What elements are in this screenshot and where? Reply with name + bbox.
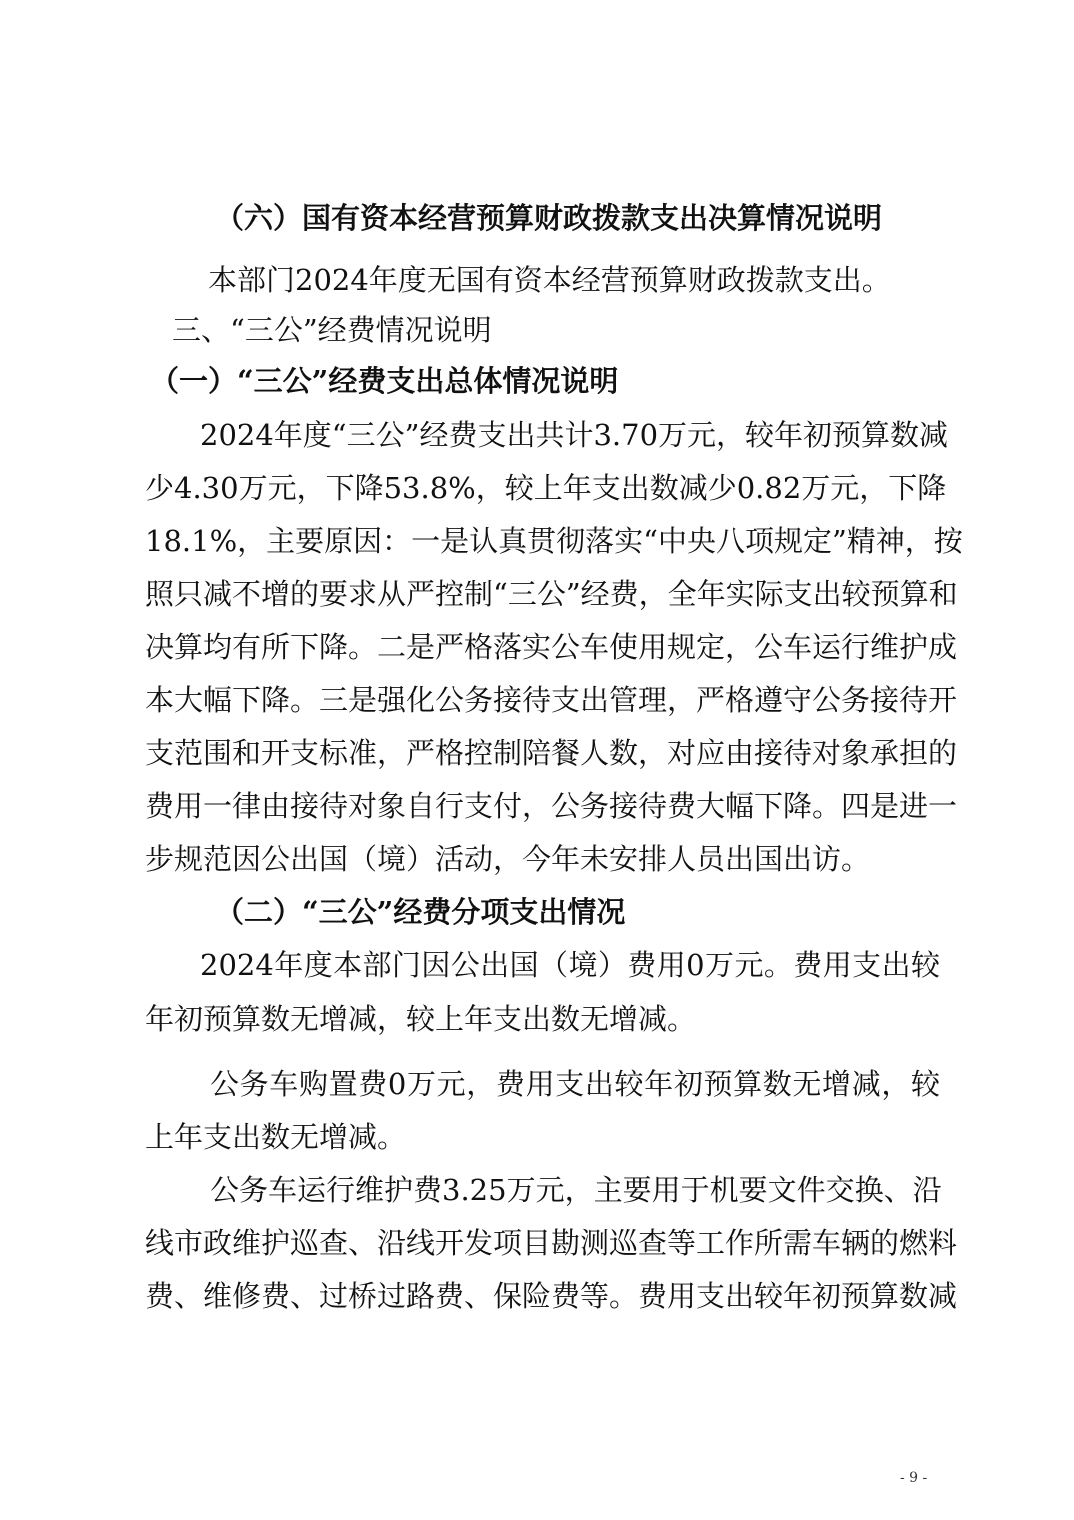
paragraph-line: 18.1%，主要原因：一是认真贯彻落实“中央八项规定”精神，按 <box>145 524 963 558</box>
section-heading-3-1: （一）“三公”经费支出总体情况说明 <box>150 364 619 398</box>
paragraph-line: 支范围和开支标准，严格控制陪餐人数，对应由接待对象承担的 <box>145 736 958 770</box>
paragraph-line: 年初预算数无增减，较上年支出数无增减。 <box>145 1002 697 1036</box>
paragraph-line: 公务车购置费0万元，费用支出较年初预算数无增减，较 <box>210 1067 940 1101</box>
page-number: - 9 - <box>900 1470 928 1486</box>
paragraph: 本部门2024年度无国有资本经营预算财政拨款支出。 <box>208 263 891 297</box>
paragraph-line: 少4.30万元，下降53.8%，较上年支出数减少0.82万元，下降 <box>145 471 947 505</box>
paragraph-line: 2024年度“三公”经费支出共计3.70万元，较年初预算数减 <box>200 418 949 452</box>
paragraph-line: 费用一律由接待对象自行支付，公务接待费大幅下降。四是进一 <box>145 789 958 823</box>
chapter-heading-3: 三、“三公”经费情况说明 <box>172 313 492 347</box>
section-heading-6: （六）国有资本经营预算财政拨款支出决算情况说明 <box>215 201 883 235</box>
paragraph-line: 上年支出数无增减。 <box>145 1120 407 1154</box>
paragraph-line: 决算均有所下降。二是严格落实公车使用规定，公车运行维护成 <box>145 630 958 664</box>
paragraph-line: 照只减不增的要求从严控制“三公”经费，全年实际支出较预算和 <box>145 577 958 611</box>
paragraph-line: 步规范因公出国（境）活动，今年未安排人员出国出访。 <box>145 842 871 876</box>
paragraph-line: 公务车运行维护费3.25万元，主要用于机要文件交换、沿 <box>210 1173 942 1207</box>
paragraph-line: 本大幅下降。三是强化公务接待支出管理，严格遵守公务接待开 <box>145 683 958 717</box>
paragraph-line: 2024年度本部门因公出国（境）费用0万元。费用支出较 <box>200 948 940 982</box>
paragraph-line: 费、维修费、过桥过路费、保险费等。费用支出较年初预算数减 <box>145 1279 958 1313</box>
section-heading-3-2: （二）“三公”经费分项支出情况 <box>215 895 626 929</box>
paragraph-line: 线市政维护巡查、沿线开发项目勘测巡查等工作所需车辆的燃料 <box>145 1226 958 1260</box>
